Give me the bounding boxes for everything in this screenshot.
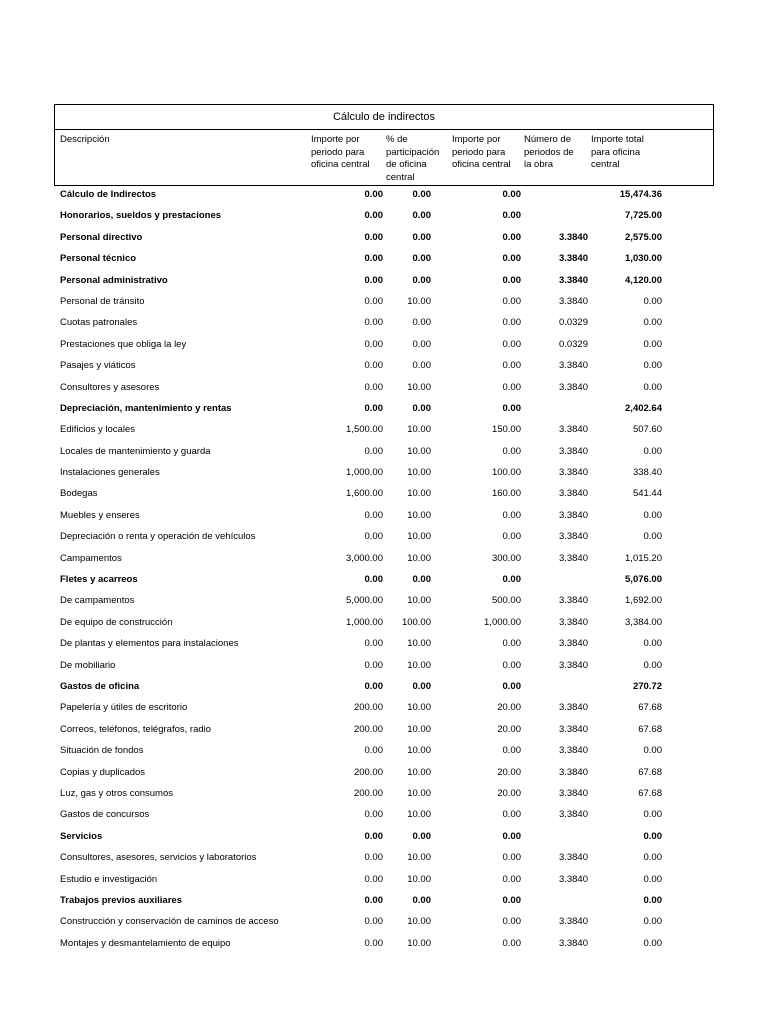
row-participacion: 0.00	[412, 317, 431, 329]
row-numero-periodos: 3.3840	[558, 723, 588, 735]
row-description: Depreciación, mantenimiento y rentas	[60, 402, 232, 414]
row-description: Gastos de concursos	[60, 809, 150, 821]
row-importe-periodo: 200.00	[353, 702, 383, 714]
column-header-descripcion: Descripción	[60, 134, 110, 145]
table-row	[0, 633, 768, 654]
row-importe-periodo-central: 20.00	[497, 723, 521, 735]
row-description: De mobiliario	[60, 659, 116, 671]
table-row	[0, 847, 768, 868]
row-description: Cálculo de Indirectos	[60, 189, 157, 200]
table-row	[0, 312, 768, 333]
row-participacion: 10.00	[407, 381, 431, 393]
row-description: Edificios y locales	[60, 424, 135, 436]
row-importe-periodo: 0.00	[364, 381, 383, 393]
row-participacion: 0.00	[412, 402, 431, 414]
row-importe-periodo-central: 20.00	[497, 702, 521, 714]
row-description: Pasajes y viáticos	[60, 360, 136, 372]
column-header-importe-periodo-central: Importe por periodo para oficina central	[452, 134, 511, 170]
table-row	[0, 762, 768, 783]
row-importe-periodo: 0.00	[364, 189, 383, 200]
row-importe-periodo-central: 0.00	[502, 360, 521, 372]
row-importe-periodo-central: 0.00	[502, 509, 521, 521]
row-description: Estudio e investigación	[60, 873, 158, 885]
row-numero-periodos: 3.3840	[558, 852, 588, 864]
table-row	[0, 291, 768, 312]
row-importe-periodo-central: 0.00	[502, 894, 521, 906]
row-numero-periodos: 3.3840	[558, 445, 588, 457]
row-description: Bodegas	[60, 488, 98, 500]
row-importe-total: 0.00	[643, 830, 662, 842]
row-participacion: 10.00	[407, 787, 431, 799]
row-importe-periodo: 0.00	[364, 852, 383, 864]
row-participacion: 0.00	[412, 360, 431, 372]
table-row	[0, 869, 768, 890]
row-importe-periodo: 0.00	[364, 317, 383, 329]
row-participacion: 10.00	[407, 509, 431, 521]
row-importe-periodo: 200.00	[353, 766, 383, 778]
row-participacion: 10.00	[407, 638, 431, 650]
table-section-row	[0, 248, 768, 269]
row-importe-periodo-central: 0.00	[502, 317, 521, 329]
row-participacion: 0.00	[412, 338, 431, 350]
table-row	[0, 483, 768, 504]
row-importe-total: 67.68	[638, 702, 662, 714]
row-importe-periodo-central: 0.00	[502, 873, 521, 885]
row-importe-total: 338.40	[632, 467, 662, 479]
row-importe-total: 0.00	[643, 745, 662, 757]
row-importe-periodo-central: 20.00	[497, 766, 521, 778]
row-description: Consultores y asesores	[60, 381, 160, 393]
row-importe-periodo: 3,000.00	[346, 552, 383, 564]
row-description: Personal de tránsito	[60, 295, 145, 307]
row-importe-total: 2,575.00	[625, 231, 662, 243]
table-row	[0, 697, 768, 718]
row-importe-periodo-central: 100.00	[491, 467, 521, 479]
row-participacion: 0.00	[412, 894, 431, 906]
row-description: Construcción y conservación de caminos de acceso	[60, 916, 279, 928]
row-description: Personal directivo	[60, 231, 143, 243]
row-numero-periodos: 3.3840	[558, 552, 588, 564]
row-numero-periodos: 3.3840	[558, 916, 588, 928]
row-importe-periodo-central: 0.00	[502, 574, 521, 586]
column-header-importe-total: Importe total para oficina central	[591, 134, 644, 170]
row-importe-periodo-central: 20.00	[497, 787, 521, 799]
row-numero-periodos: 3.3840	[558, 809, 588, 821]
row-participacion: 100.00	[401, 616, 431, 628]
row-importe-periodo: 0.00	[364, 210, 383, 222]
row-importe-periodo: 0.00	[364, 873, 383, 885]
row-participacion: 10.00	[407, 424, 431, 436]
row-importe-total: 507.60	[632, 424, 662, 436]
row-importe-total: 3,384.00	[625, 616, 662, 628]
row-numero-periodos: 3.3840	[558, 253, 588, 265]
row-participacion: 10.00	[407, 937, 431, 949]
row-description: Correos, teléfonos, telégrafos, radio	[60, 723, 212, 735]
row-participacion: 0.00	[412, 274, 431, 286]
row-importe-periodo-central: 0.00	[502, 274, 521, 286]
row-importe-total: 5,076.00	[625, 574, 662, 586]
row-importe-total: 0.00	[643, 916, 662, 928]
row-participacion: 0.00	[412, 574, 431, 586]
row-numero-periodos: 3.3840	[558, 616, 588, 628]
table-row	[0, 655, 768, 676]
row-importe-periodo: 0.00	[364, 809, 383, 821]
row-description: Personal administrativo	[60, 274, 168, 286]
row-importe-periodo: 0.00	[364, 937, 383, 949]
row-importe-periodo-central: 0.00	[502, 381, 521, 393]
row-numero-periodos: 3.3840	[558, 745, 588, 757]
row-importe-total: 67.68	[638, 766, 662, 778]
row-importe-periodo: 1,000.00	[346, 616, 383, 628]
row-importe-periodo-central: 0.00	[502, 231, 521, 243]
row-importe-periodo-central: 0.00	[502, 830, 521, 842]
row-importe-periodo: 0.00	[364, 509, 383, 521]
row-importe-periodo: 1,600.00	[346, 488, 383, 500]
row-participacion: 10.00	[407, 745, 431, 757]
table-row	[0, 783, 768, 804]
table-header	[54, 104, 714, 186]
row-importe-total: 0.00	[643, 659, 662, 671]
row-description: Instalaciones generales	[60, 467, 160, 479]
row-importe-total: 0.00	[643, 360, 662, 372]
column-header-importe-periodo: Importe por periodo para oficina central	[311, 134, 370, 170]
row-importe-total: 0.00	[643, 873, 662, 885]
table-row	[0, 740, 768, 761]
row-description: Personal técnico	[60, 253, 137, 265]
row-numero-periodos: 3.3840	[558, 295, 588, 307]
row-importe-periodo-central: 0.00	[502, 531, 521, 543]
row-numero-periodos: 3.3840	[558, 488, 588, 500]
table-row	[0, 719, 768, 740]
row-importe-periodo: 0.00	[364, 445, 383, 457]
row-importe-total: 0.00	[643, 509, 662, 521]
row-numero-periodos: 3.3840	[558, 467, 588, 479]
row-importe-periodo: 0.00	[364, 274, 383, 286]
table-row	[0, 526, 768, 547]
row-importe-periodo: 0.00	[364, 295, 383, 307]
row-importe-total: 67.68	[638, 723, 662, 735]
row-importe-periodo-central: 0.00	[502, 809, 521, 821]
table-row	[0, 590, 768, 611]
row-importe-total: 270.72	[632, 680, 662, 692]
row-participacion: 10.00	[407, 531, 431, 543]
table-body	[0, 184, 768, 954]
row-description: Muebles y enseres	[60, 509, 140, 521]
row-participacion: 10.00	[407, 467, 431, 479]
row-importe-periodo-central: 300.00	[491, 552, 521, 564]
table-row	[0, 377, 768, 398]
row-description: Papelería y útiles de escritorio	[60, 702, 188, 714]
row-description: Copias y duplicados	[60, 766, 146, 778]
row-importe-periodo-central: 0.00	[502, 659, 521, 671]
row-importe-periodo: 0.00	[364, 680, 383, 692]
row-importe-periodo-central: 0.00	[502, 638, 521, 650]
row-importe-total: 0.00	[643, 338, 662, 350]
row-importe-total: 0.00	[643, 937, 662, 949]
table-row	[0, 355, 768, 376]
row-numero-periodos: 3.3840	[558, 638, 588, 650]
row-importe-total: 0.00	[643, 809, 662, 821]
row-description: Trabajos previos auxiliares	[60, 894, 182, 906]
row-numero-periodos: 3.3840	[558, 274, 588, 286]
row-importe-total: 15,474.36	[619, 189, 662, 200]
column-header-participacion: % de participación de oficina central	[386, 134, 440, 183]
row-participacion: 10.00	[407, 873, 431, 885]
row-importe-total: 4,120.00	[625, 274, 662, 286]
row-description: Honorarios, sueldos y prestaciones	[60, 210, 222, 222]
row-numero-periodos: 3.3840	[558, 360, 588, 372]
row-importe-periodo: 0.00	[364, 360, 383, 372]
row-importe-total: 0.00	[643, 638, 662, 650]
row-numero-periodos: 0.0329	[558, 317, 588, 329]
row-importe-periodo: 0.00	[364, 574, 383, 586]
row-importe-periodo-central: 0.00	[502, 253, 521, 265]
row-importe-periodo: 200.00	[353, 723, 383, 735]
row-participacion: 0.00	[412, 231, 431, 243]
row-description: Depreciación o renta y operación de vehículos	[60, 531, 256, 543]
table-row	[0, 804, 768, 825]
row-numero-periodos: 3.3840	[558, 937, 588, 949]
row-numero-periodos: 3.3840	[558, 509, 588, 521]
row-importe-periodo-central: 0.00	[502, 852, 521, 864]
row-importe-periodo: 0.00	[364, 253, 383, 265]
row-importe-periodo: 0.00	[364, 638, 383, 650]
row-importe-periodo: 0.00	[364, 531, 383, 543]
row-numero-periodos: 3.3840	[558, 424, 588, 436]
row-importe-periodo: 1,500.00	[346, 424, 383, 436]
row-numero-periodos: 3.3840	[558, 766, 588, 778]
row-numero-periodos: 3.3840	[558, 531, 588, 543]
table-row	[0, 933, 768, 954]
row-numero-periodos: 3.3840	[558, 231, 588, 243]
row-importe-periodo-central: 150.00	[491, 424, 521, 436]
row-importe-periodo: 5,000.00	[346, 595, 383, 607]
row-importe-total: 1,030.00	[625, 253, 662, 265]
row-importe-total: 1,015.20	[625, 552, 662, 564]
row-participacion: 10.00	[407, 916, 431, 928]
row-importe-total: 0.00	[643, 894, 662, 906]
row-participacion: 10.00	[407, 852, 431, 864]
row-importe-periodo-central: 0.00	[502, 680, 521, 692]
row-description: Luz, gas y otros consumos	[60, 787, 173, 799]
row-importe-periodo-central: 160.00	[491, 488, 521, 500]
table-row	[0, 911, 768, 932]
row-numero-periodos: 3.3840	[558, 381, 588, 393]
row-participacion: 10.00	[407, 445, 431, 457]
row-participacion: 10.00	[407, 702, 431, 714]
table-section-row	[0, 227, 768, 248]
column-header-numero-periodos: Número de periodos de la obra	[524, 134, 574, 170]
row-participacion: 10.00	[407, 595, 431, 607]
row-importe-periodo: 0.00	[364, 745, 383, 757]
row-importe-periodo: 0.00	[364, 659, 383, 671]
row-importe-periodo-central: 500.00	[491, 595, 521, 607]
table-section-row	[0, 826, 768, 847]
table-section-row	[0, 205, 768, 226]
row-importe-periodo: 0.00	[364, 338, 383, 350]
row-participacion: 0.00	[412, 189, 431, 200]
row-importe-periodo-central: 0.00	[502, 402, 521, 414]
table-section-row	[0, 270, 768, 291]
row-importe-total: 7,725.00	[625, 210, 662, 222]
row-importe-periodo: 0.00	[364, 830, 383, 842]
row-importe-periodo: 0.00	[364, 402, 383, 414]
row-importe-total: 0.00	[643, 531, 662, 543]
row-importe-periodo-central: 0.00	[502, 189, 521, 200]
row-description: Fletes y acarreos	[60, 574, 138, 586]
row-importe-periodo-central: 0.00	[502, 445, 521, 457]
row-importe-periodo-central: 0.00	[502, 916, 521, 928]
row-description: Cuotas patronales	[60, 317, 138, 329]
table-row	[0, 334, 768, 355]
row-importe-total: 0.00	[643, 445, 662, 457]
row-participacion: 10.00	[407, 552, 431, 564]
row-description: Campamentos	[60, 552, 122, 564]
row-importe-periodo-central: 0.00	[502, 338, 521, 350]
row-importe-periodo-central: 0.00	[502, 937, 521, 949]
table-row	[0, 505, 768, 526]
row-participacion: 10.00	[407, 295, 431, 307]
row-numero-periodos: 3.3840	[558, 787, 588, 799]
row-importe-total: 541.44	[632, 488, 662, 500]
row-importe-total: 0.00	[643, 381, 662, 393]
row-description: Prestaciones que obliga la ley	[60, 338, 187, 350]
row-description: Consultores, asesores, servicios y laboratorios	[60, 852, 257, 864]
row-participacion: 0.00	[412, 253, 431, 265]
row-numero-periodos: 3.3840	[558, 873, 588, 885]
row-participacion: 10.00	[407, 659, 431, 671]
row-importe-total: 0.00	[643, 295, 662, 307]
row-importe-periodo-central: 0.00	[502, 295, 521, 307]
row-importe-total: 67.68	[638, 787, 662, 799]
row-description: Montajes y desmantelamiento de equipo	[60, 937, 231, 949]
row-importe-total: 1,692.00	[625, 595, 662, 607]
row-description: Servicios	[60, 830, 103, 842]
table-section-row	[0, 890, 768, 911]
table-row	[0, 419, 768, 440]
table-row	[0, 462, 768, 483]
row-participacion: 10.00	[407, 488, 431, 500]
row-description: De campamentos	[60, 595, 135, 607]
row-participacion: 0.00	[412, 210, 431, 222]
row-importe-periodo-central: 0.00	[502, 210, 521, 222]
row-importe-total: 0.00	[643, 317, 662, 329]
row-numero-periodos: 3.3840	[558, 595, 588, 607]
row-description: Situación de fondos	[60, 745, 144, 757]
table-row	[0, 441, 768, 462]
table-row	[0, 548, 768, 569]
row-description: De equipo de construcción	[60, 616, 173, 628]
row-numero-periodos: 0.0329	[558, 338, 588, 350]
row-importe-total: 2,402.64	[625, 402, 662, 414]
row-participacion: 10.00	[407, 809, 431, 821]
row-description: Locales de mantenimiento y guarda	[60, 445, 211, 457]
table-section-row	[0, 398, 768, 419]
table-section-row	[0, 569, 768, 590]
table-row	[0, 612, 768, 633]
row-participacion: 0.00	[412, 830, 431, 842]
row-participacion: 0.00	[412, 680, 431, 692]
row-description: De plantas y elementos para instalaciones	[60, 638, 239, 650]
row-participacion: 10.00	[407, 766, 431, 778]
row-importe-periodo: 0.00	[364, 916, 383, 928]
table-section-row	[0, 184, 768, 205]
row-importe-periodo: 200.00	[353, 787, 383, 799]
row-importe-periodo-central: 0.00	[502, 745, 521, 757]
row-importe-periodo-central: 1,000.00	[484, 616, 521, 628]
table-section-row	[0, 676, 768, 697]
row-importe-periodo: 0.00	[364, 231, 383, 243]
row-numero-periodos: 3.3840	[558, 659, 588, 671]
row-numero-periodos: 3.3840	[558, 702, 588, 714]
row-importe-total: 0.00	[643, 852, 662, 864]
row-importe-periodo: 0.00	[364, 894, 383, 906]
row-participacion: 10.00	[407, 723, 431, 735]
table-title: Cálculo de indirectos	[55, 105, 713, 130]
row-description: Gastos de oficina	[60, 680, 140, 692]
row-importe-periodo: 1,000.00	[346, 467, 383, 479]
